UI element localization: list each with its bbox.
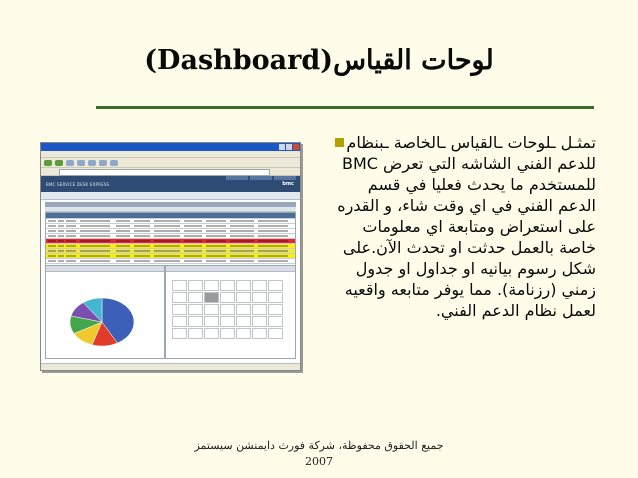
maximize-icon [286, 144, 292, 150]
chart-pane [45, 265, 165, 359]
calendar-day-cell [252, 280, 267, 291]
calendar-day-cell [236, 316, 251, 327]
bmc-logo: bmc [282, 181, 294, 187]
title-divider [96, 106, 594, 109]
calendar-day-cell [268, 328, 283, 339]
calendar-pane [165, 265, 296, 359]
calendar-day-cell [236, 280, 251, 291]
calendar-day-cell [236, 328, 251, 339]
calendar-day-cell [204, 328, 219, 339]
search-icon [99, 160, 107, 166]
calendar-day-cell [172, 292, 187, 303]
app-nav-bar [41, 192, 300, 200]
calendar-day-cell [204, 280, 219, 291]
calendar-day-cell [236, 304, 251, 315]
incident-grid [45, 212, 296, 269]
calendar-day-cell [220, 280, 235, 291]
dashboard-bottom [45, 265, 296, 357]
browser-title-bar [41, 143, 300, 151]
back-icon [44, 160, 52, 166]
browser-status-bar [41, 363, 300, 370]
app-header-tabs [226, 176, 296, 180]
calendar-day-cell [172, 316, 187, 327]
app-header [41, 176, 300, 192]
calendar-day-cell [220, 328, 235, 339]
calendar-day-cell [172, 328, 187, 339]
calendar-day-cell [268, 292, 283, 303]
calendar-day-cell [268, 280, 283, 291]
calendar-pane-header [166, 266, 295, 272]
calendar-day-cell [204, 304, 219, 315]
calendar-day-cell [220, 316, 235, 327]
calendar-day-cell [204, 292, 219, 303]
calendar-day-cell [204, 316, 219, 327]
calendar-grid [172, 280, 288, 350]
calendar-day-cell [252, 316, 267, 327]
calendar-day-cell [252, 292, 267, 303]
browser-toolbar [41, 158, 300, 168]
calendar-day-cell [172, 304, 187, 315]
calendar-day-cell [252, 304, 267, 315]
forward-icon [55, 160, 63, 166]
bullet-text: تمثـل ـلوحات ـالقياس ـالخاصة ـبنظام للدعم الفني الشاشه التي تعرض BMC للمستخدم ما يحدث فعليا في قسم الدعم الفني في اي وقت شاء، و القدره على استعراض ومتابعة اي معلومات خاصة بالعمل حدثت او تحدث الآن.على شكل رسوم بيانيه او جداول او جدول زمني (رزنامة). مما يوفر متابعه واقعيه لعمل نظام الدعم الفني. [337, 133, 596, 320]
calendar-day-cell [220, 292, 235, 303]
dashboard-screenshot [40, 142, 301, 371]
browser-menubar [41, 151, 300, 158]
calendar-day-cell [236, 292, 251, 303]
stop-icon [66, 160, 74, 166]
refresh-icon [77, 160, 85, 166]
calendar-day-cell [188, 280, 203, 291]
calendar-day-cell [188, 304, 203, 315]
calendar-day-cell [188, 328, 203, 339]
calendar-day-cell [268, 304, 283, 315]
calendar-day-cell [268, 316, 283, 327]
calendar-day-cell [220, 304, 235, 315]
minimize-icon [279, 144, 285, 150]
favorites-icon [110, 160, 118, 166]
close-icon [293, 144, 299, 150]
window-controls [279, 144, 299, 150]
calendar-day-cell [188, 316, 203, 327]
calendar-day-cell [172, 280, 187, 291]
slide-title: (Dashboard)لوحات القياس [144, 45, 494, 76]
footer-copyright: جميع الحقوق محفوظة، شركة فورث دايمنشن سيستمز [194, 439, 444, 452]
footer-year: 2007 [305, 455, 333, 468]
calendar-day-cell [252, 328, 267, 339]
app-name: BMC SERVICE DESK EXPRESS [46, 182, 110, 187]
pie-chart [46, 272, 164, 358]
home-icon [88, 160, 96, 166]
calendar-day-cell [188, 292, 203, 303]
address-bar [41, 168, 300, 176]
